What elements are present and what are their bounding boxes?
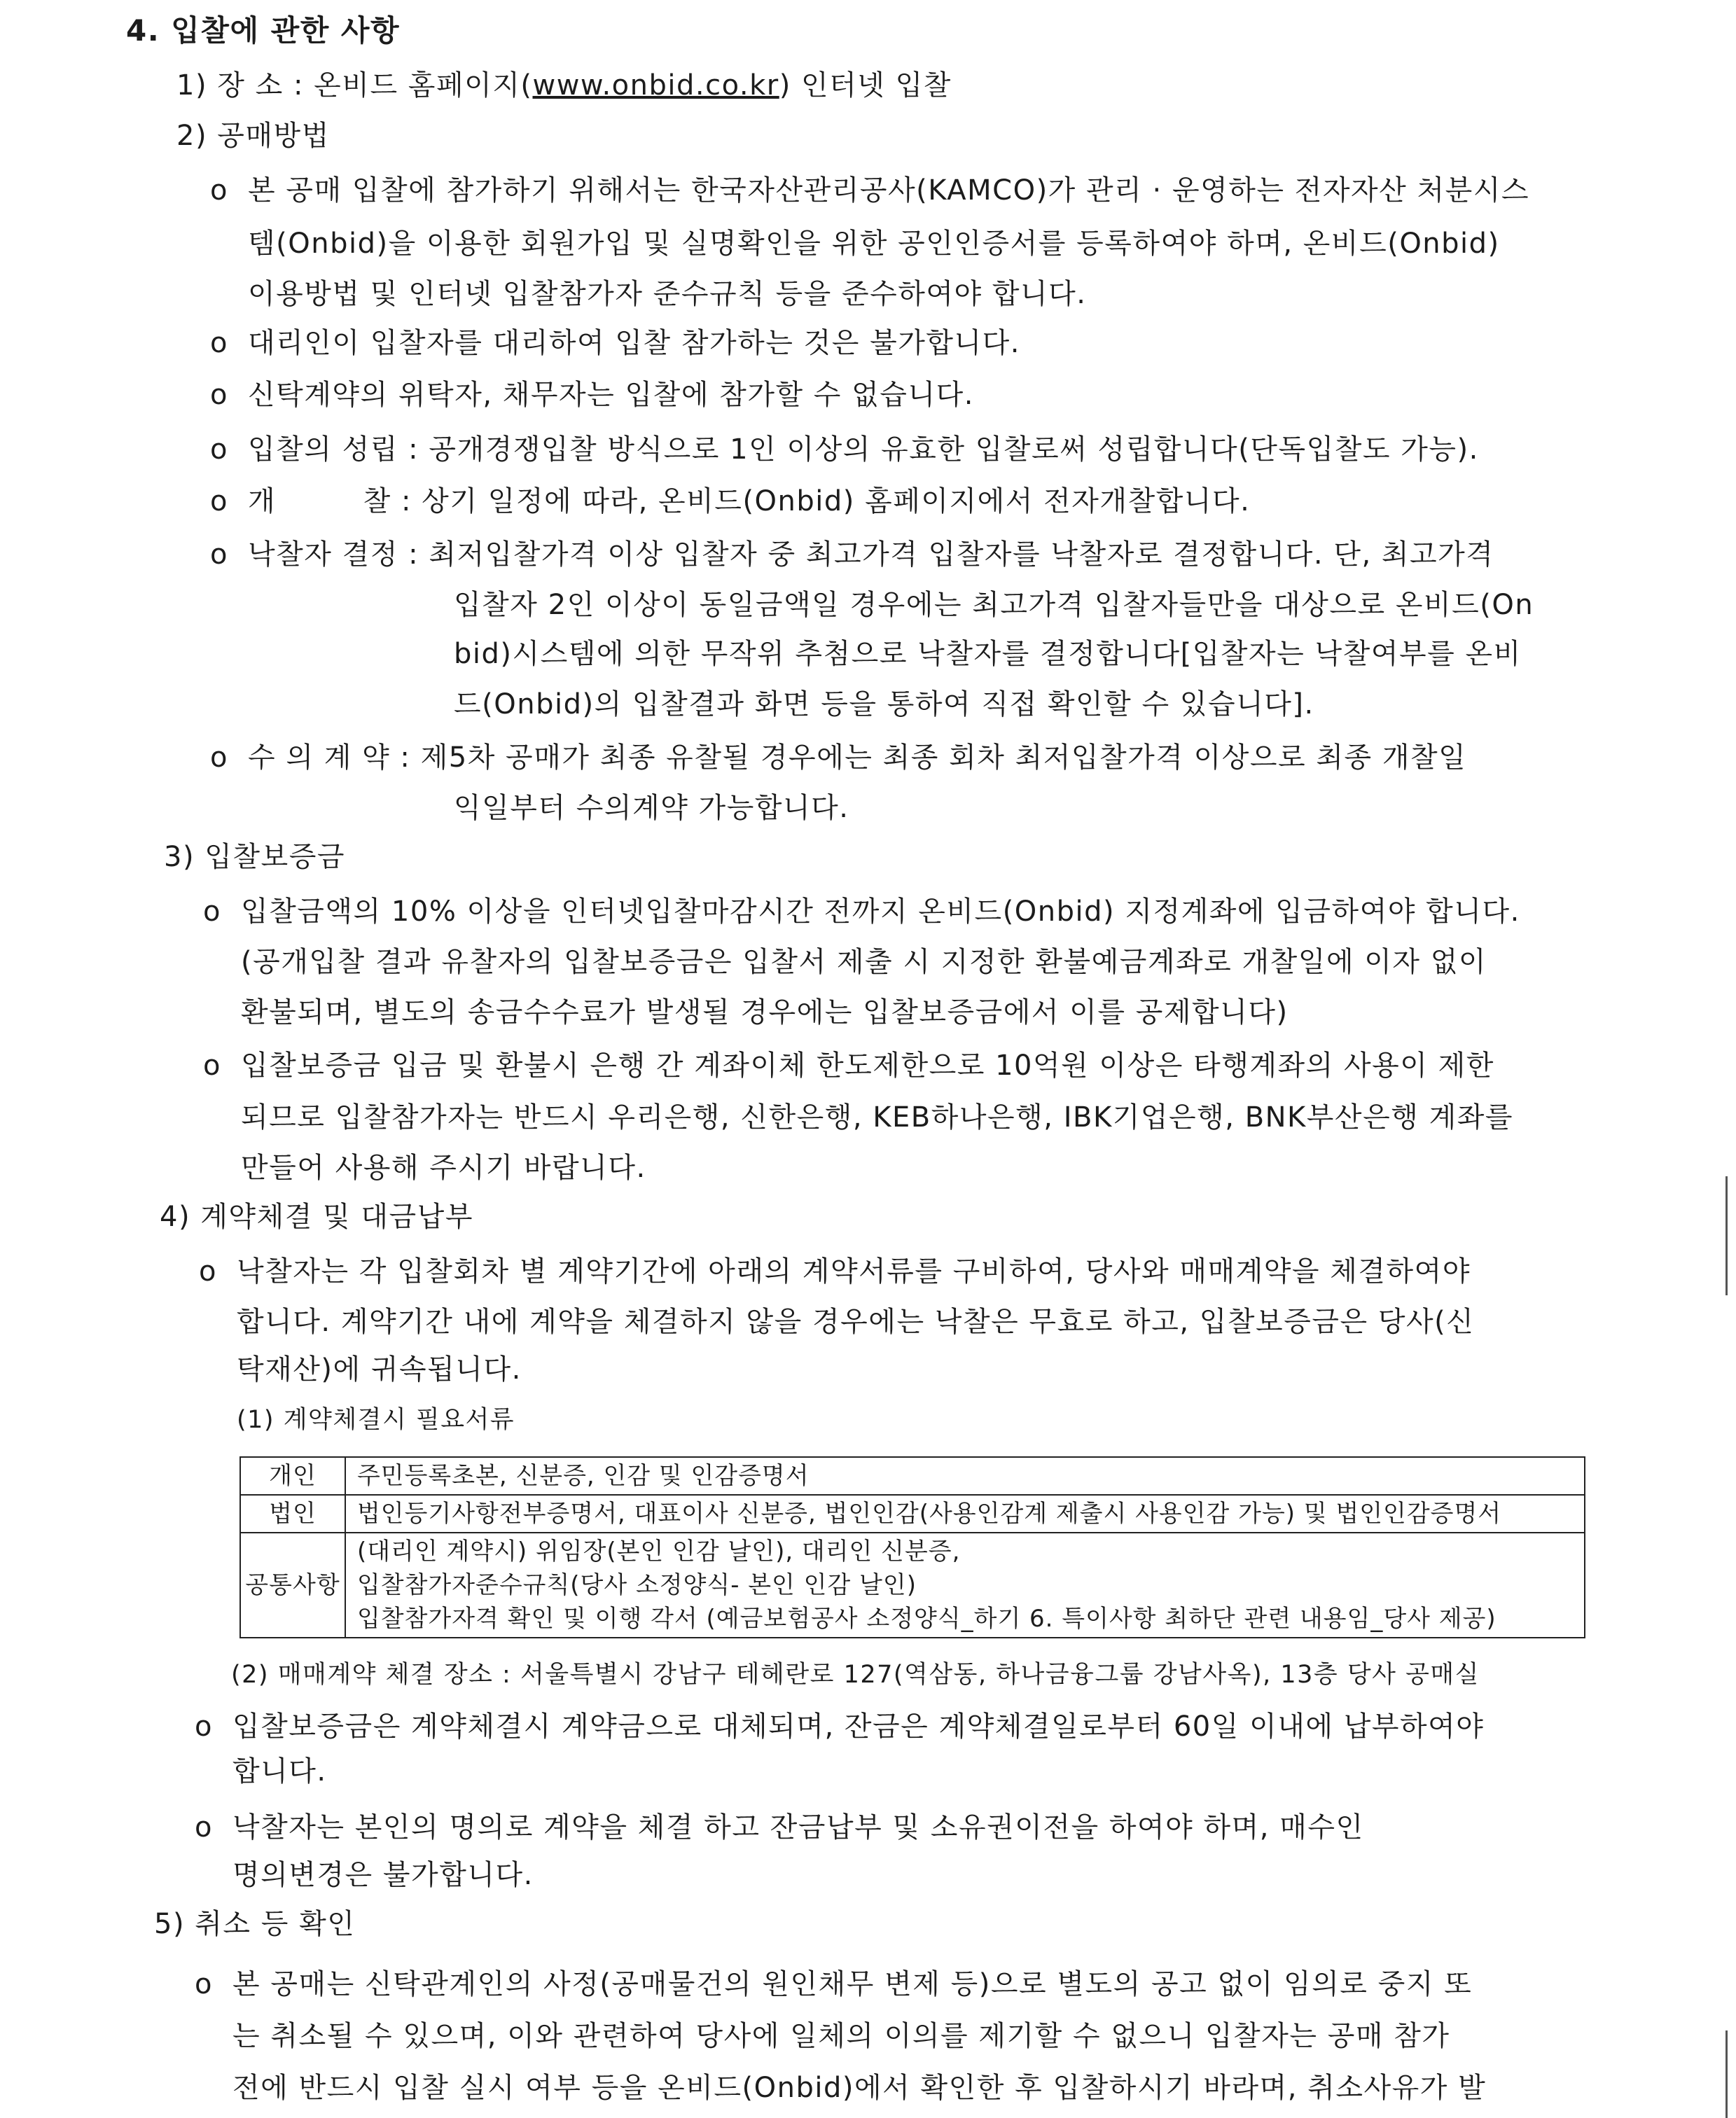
table-cell-value: [345, 1495, 1585, 1533]
table-cell-key: 공통사항: [240, 1533, 345, 1638]
cell-line: 주민등록초본, 신분증, 인감 및 인감증명서: [357, 1462, 810, 1490]
deposit-line: 만들어 사용해 주시기 바랍니다.: [241, 1152, 646, 1184]
table-row: [240, 1533, 1585, 1638]
method-bullet-3: [210, 375, 974, 414]
deposit-bullet-2: [203, 1046, 1494, 1085]
cell-line: 법인등기사항전부증명서, 대표이사 신분증, 법인인감(사용인감계 제출시 사용인감 가능) 및 법인인감증명서: [357, 1500, 1502, 1528]
method-bullet-2: [210, 323, 1020, 363]
method-line: 본 공매 입찰에 참가하기 위해서는 한국자산관리공사(KAMCO)가 관리 · 운영하는 전자자산 처분시스: [248, 174, 1530, 207]
bullet-icon: o: [210, 538, 228, 571]
bullet-icon: o: [203, 896, 221, 928]
deposit-line: 입찰보증금 입금 및 환불시 은행 간 계좌이체 한도제한으로 10억원 이상은 타행계좌의 사용이 제한: [241, 1050, 1494, 1082]
method-line: 낙찰자 결정 : 최저입찰가격 이상 입찰자 중 최고가격 입찰자를 낙찰자로 결정합니다. 단, 최고가격: [248, 538, 1494, 571]
cell-line: 입찰참가자격 확인 및 이행 각서 (예금보험공사 소정양식_하기 6. 특이사항 최하단 관련 내용임_당사 제공): [357, 1605, 1497, 1633]
bullet-icon: o: [195, 1811, 213, 1844]
bullet-icon: o: [210, 327, 228, 359]
method-line: 개 찰 : 상기 일정에 따라, 온비드(Onbid) 홈페이지에서 전자개찰합니다.: [248, 485, 1251, 517]
method-heading: 2) 공매방법: [176, 120, 330, 152]
method-line: 입찰의 성립 : 공개경쟁입찰 방식으로 1인 이상의 유효한 입찰로써 성립합니다(단독입찰도 가능).: [248, 433, 1479, 466]
docs-heading: (1) 계약체결시 필요서류: [237, 1406, 515, 1434]
method-bullet-7: [210, 738, 1466, 777]
method-bullet-4: [210, 430, 1479, 469]
bullet-icon: o: [210, 433, 228, 466]
onbid-url-link[interactable]: www.onbid.co.kr: [532, 69, 779, 102]
cell-line: 입찰참가자준수규칙(당사 소정양식- 본인 인감 날인): [357, 1571, 917, 1599]
method-bullet-5: [210, 482, 1250, 521]
table-cell-key: 법인: [240, 1495, 345, 1533]
bullet-icon: o: [210, 485, 228, 517]
contract-line: 탁재산)에 귀속됩니다.: [237, 1353, 522, 1386]
method-line: bid)시스템에 의한 무작위 추첨으로 낙찰자를 결정합니다[입찰자는 낙찰여부를 온비: [454, 638, 1522, 670]
cancel-line: 는 취소될 수 있으며, 이와 관련하여 당사에 일체의 이의를 제기할 수 없으니 입찰자는 공매 참가: [232, 2020, 1450, 2052]
bullet-icon: o: [210, 174, 228, 207]
method-bullet-6: [210, 535, 1494, 574]
method-line: 신탁계약의 위탁자, 채무자는 입찰에 참가할 수 없습니다.: [248, 379, 974, 411]
deposit-bullet-1: [203, 892, 1520, 931]
deposit-line: 되므로 입찰참가자는 반드시 우리은행, 신한은행, KEB하나은행, IBK기업은행, BNK부산은행 계좌를: [241, 1101, 1513, 1134]
contract-line: 합니다.: [232, 1755, 327, 1788]
contract-line: 낙찰자는 각 입찰회차 별 계약기간에 아래의 계약서류를 구비하여, 당사와 매매계약을 체결하여야: [237, 1255, 1471, 1288]
contract-line: 낙찰자는 본인의 명의로 계약을 체결 하고 잔금납부 및 소유권이전을 하여야 하며, 매수인: [232, 1811, 1364, 1844]
deposit-line: (공개입찰 결과 유찰자의 입찰보증금은 입찰서 제출 시 지정한 환불예금계좌로 개찰일에 이자 없이: [241, 946, 1487, 978]
table-cell-value: [345, 1533, 1585, 1638]
method-line: 드(Onbid)의 입찰결과 화면 등을 통하여 직접 확인할 수 있습니다].: [454, 688, 1314, 720]
bullet-icon: o: [195, 1968, 213, 2000]
required-documents-table: [239, 1456, 1585, 1638]
method-line: 이용방법 및 인터넷 입찰참가자 준수규칙 등을 준수하여야 합니다.: [248, 278, 1087, 310]
method-bullet-1: [210, 171, 1529, 210]
table-cell-value: [345, 1457, 1585, 1495]
deposit-line: 입찰금액의 10% 이상을 인터넷입찰마감시간 전까지 온비드(Onbid) 지정계좌에 입금하여야 합니다.: [241, 896, 1520, 928]
bullet-icon: o: [210, 379, 228, 411]
method-line: 수 의 계 약 : 제5차 공매가 최종 유찰될 경우에는 최종 회차 최저입찰가격 이상으로 최종 개찰일: [248, 741, 1467, 774]
contract-bullet-2: [195, 1707, 1484, 1746]
cancel-heading: 5) 취소 등 확인: [154, 1908, 356, 1940]
bullet-icon: o: [195, 1711, 213, 1743]
deposit-line: 환불되며, 별도의 송금수수료가 발생될 경우에는 입찰보증금에서 이를 공제합니다): [241, 996, 1289, 1029]
bullet-icon: o: [199, 1255, 217, 1288]
cancel-line: 전에 반드시 입찰 실시 여부 등을 온비드(Onbid)에서 확인한 후 입찰하시기 바라며, 취소사유가 발: [232, 2072, 1487, 2104]
cancel-line: 본 공매는 신탁관계인의 사정(공매물건의 원인채무 변제 등)으로 별도의 공고 없이 임의로 중지 또: [232, 1968, 1473, 2000]
scan-edge-mark: [1725, 1176, 1728, 1295]
cancel-bullet-1: [195, 1965, 1472, 2004]
bullet-icon: o: [203, 1050, 221, 1082]
table-row: [240, 1495, 1585, 1533]
deposit-heading: 3) 입찰보증금: [164, 841, 345, 873]
place-suffix: ) 인터넷 입찰: [779, 69, 952, 102]
contract-heading: 4) 계약체결 및 대금납부: [160, 1201, 473, 1233]
contract-line: 명의변경은 불가합니다.: [232, 1859, 534, 1891]
method-line: 입찰자 2인 이상이 동일금액일 경우에는 최고가격 입찰자들만을 대상으로 온비드(On: [454, 589, 1534, 621]
bullet-icon: o: [210, 741, 228, 774]
cell-line: (대리인 계약시) 위임장(본인 인감 날인), 대리인 신분증,: [357, 1538, 961, 1566]
method-line: 대리인이 입찰자를 대리하여 입찰 참가하는 것은 불가합니다.: [248, 327, 1021, 359]
table-cell-key: 개인: [240, 1457, 345, 1495]
scan-edge-mark: [1725, 2030, 1728, 2118]
method-line: 익일부터 수의계약 가능합니다.: [454, 792, 849, 824]
contract-line: 입찰보증금은 계약체결시 계약금으로 대체되며, 잔금은 계약체결일로부터 60일 이내에 납부하여야: [232, 1711, 1485, 1743]
place-label: 1) 장 소 : 온비드 홈페이지(: [176, 69, 533, 102]
place-line: [176, 66, 952, 105]
contract-line: 합니다. 계약기간 내에 계약을 체결하지 않을 경우에는 낙찰은 무효로 하고, 입찰보증금은 당사(신: [237, 1306, 1475, 1338]
contract-place-line: (2) 매매계약 체결 장소 : 서울특별시 강남구 테헤란로 127(역삼동, 하나금융그룹 강남사옥), 13층 당사 공매실: [231, 1661, 1480, 1689]
table-row: [240, 1457, 1585, 1495]
section-title: 4. 입찰에 관한 사항: [126, 13, 401, 48]
method-line: 템(Onbid)을 이용한 회원가입 및 실명확인을 위한 공인인증서를 등록하여야 하며, 온비드(Onbid): [248, 228, 1500, 260]
contract-bullet-3: [195, 1808, 1364, 1847]
contract-bullet-1: [199, 1252, 1471, 1291]
